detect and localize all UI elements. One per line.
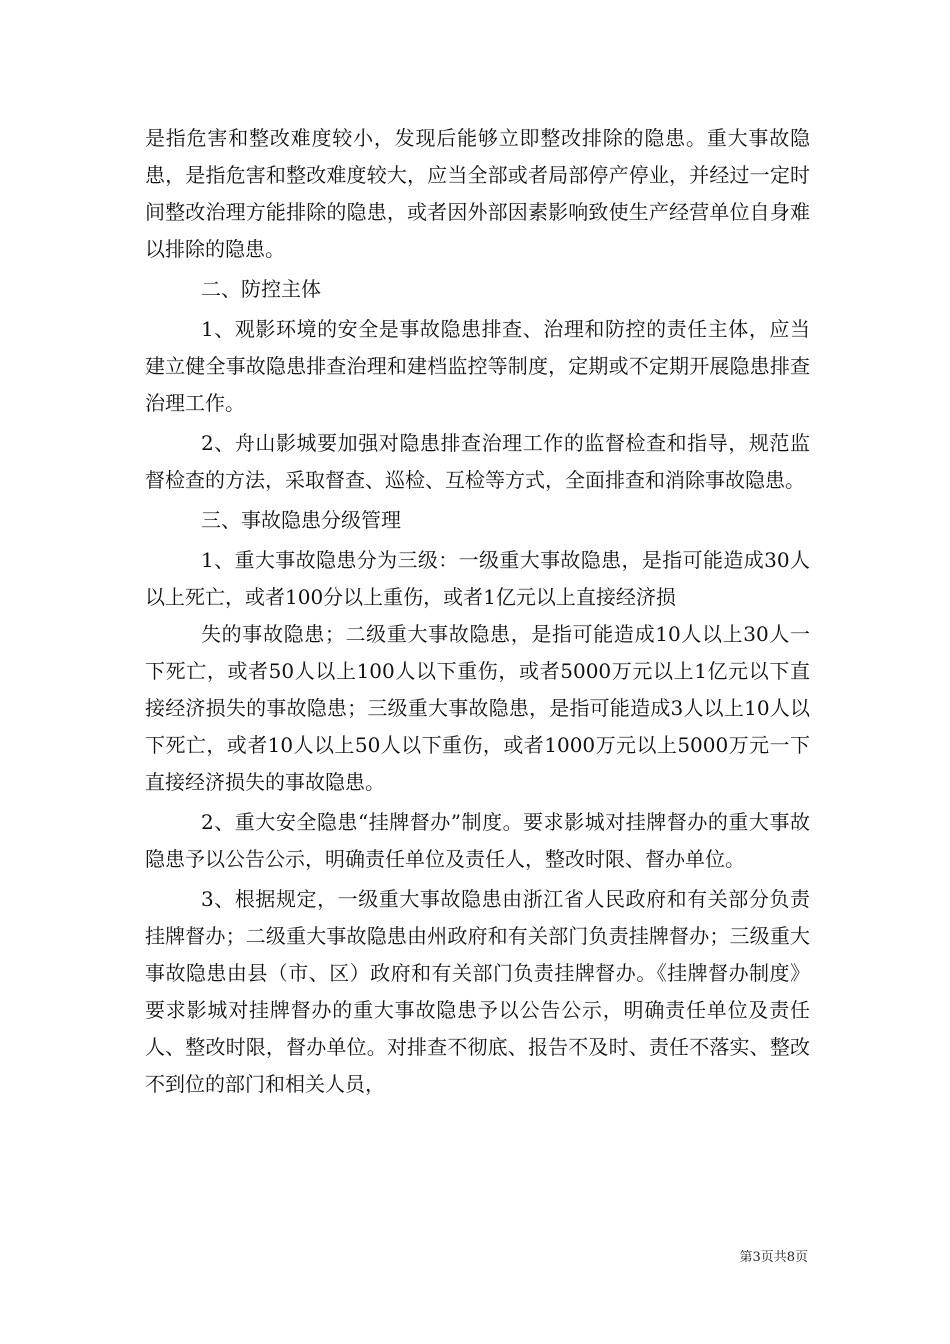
- paragraph-prevention-1: 1、观影环境的安全是事故隐患排查、治理和防控的责任主体，应当建立健全事故隐患排查治理和建档监控等制度，定期或不定期开展隐患排查治理工作。: [145, 317, 810, 415]
- section-heading-prevention-subject: 二、防控主体: [201, 277, 321, 301]
- paragraph-grading-2: 2、重大安全隐患“挂牌督办”制度。要求影城对挂牌督办的重大事故隐患予以公告公示，明确责任单位及责任人，整改时限、督办单位。: [145, 810, 810, 871]
- paragraph-grading-3: 3、根据规定，一级重大事故隐患由浙江省人民政府和有关部分负责挂牌督办；二级重大事故隐患由州政府和有关部门负责挂牌督办；三级重大事故隐患由县（市、区）政府和有关部门负责挂牌督办。《挂牌督办制度》要求影城对挂牌督办的重大事故隐患予以公告公示，明确责任单位及责任人、整改时限，督办单位。对排查不彻底、报告不及时、责任不落实、整改不到位的部门和相关人员，: [145, 887, 810, 1096]
- document-body: [145, 120, 810, 1103]
- paragraph-hazard-definition: 是指危害和整改难度较小，发现后能够立即整改排除的隐患。重大事故隐患，是指危害和整改难度较大，应当全部或者局部停产停业，并经过一定时间整改治理方能排除的隐患，或者因外部因素影响致使生产经营单位自身难以排除的隐患。: [145, 126, 810, 261]
- paragraph-grading-1-continued: 失的事故隐患；二级重大事故隐患，是指可能造成10人以上30人一下死亡，或者50人以上100人以下重伤，或者5000万元以上1亿元以下直接经济损失的事故隐患；三级重大事故隐患，是指可能造成3人以上10人以下死亡，或者10人以上50人以下重伤，或者1000万元以上5000万元一下直接经济损失的事故隐患。: [145, 622, 810, 794]
- paragraph-prevention-2: 2、舟山影城要加强对隐患排查治理工作的监督检查和指导，规范监督检查的方法，采取督查、巡检、互检等方式，全面排查和消除事故隐患。: [145, 431, 810, 492]
- page-number: 第3页共8页: [739, 1250, 808, 1265]
- paragraph-grading-1: 1、重大事故隐患分为三级：一级重大事故隐患，是指可能造成30人以上死亡，或者100分以上重伤，或者1亿元以上直接经济损: [145, 548, 810, 609]
- section-heading-grading: 三、事故隐患分级管理: [201, 508, 401, 532]
